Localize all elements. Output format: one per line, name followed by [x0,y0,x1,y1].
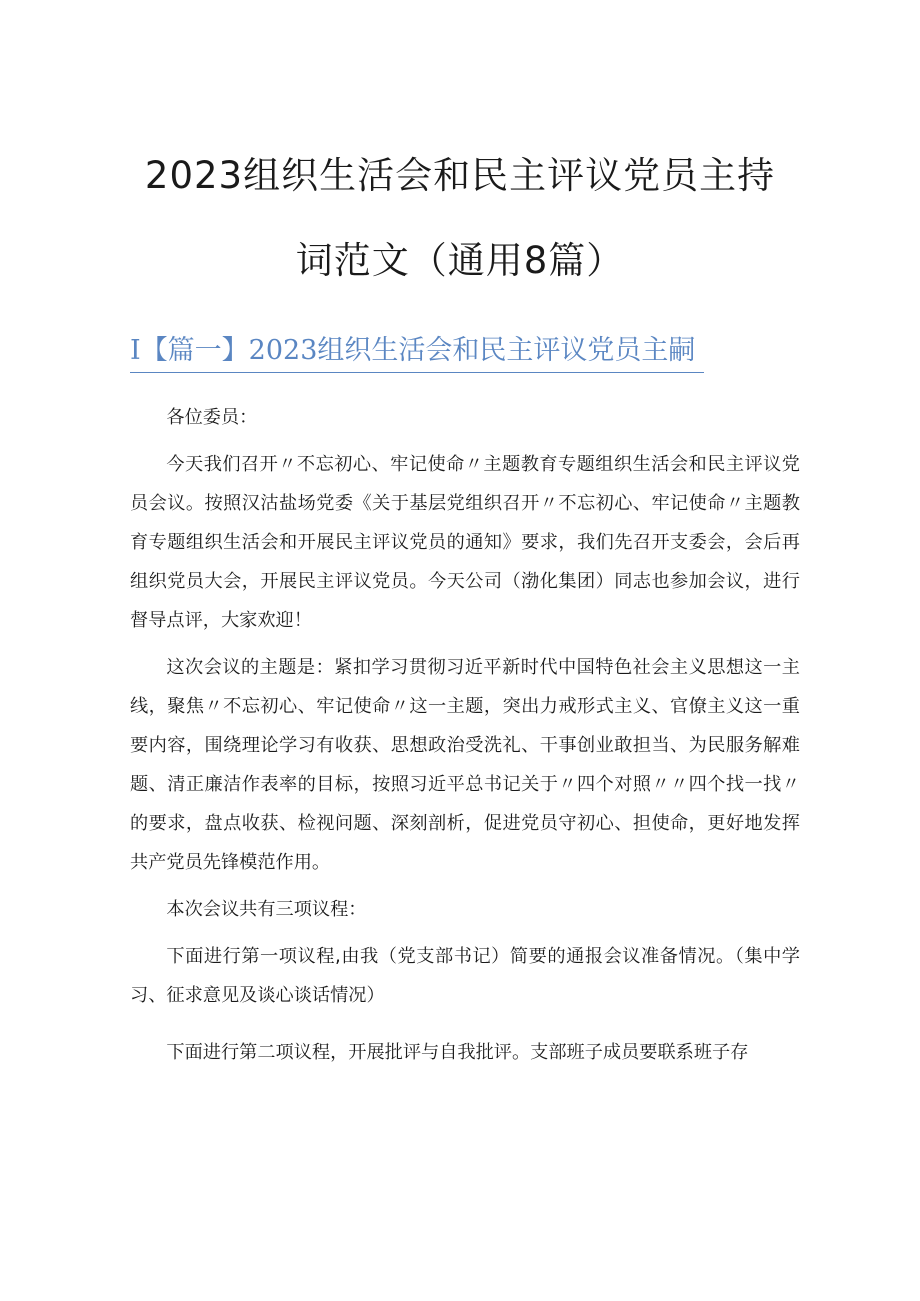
paragraph-agenda-intro: 本次会议共有三项议程： [166,899,367,920]
paragraph-theme: 这次会议的主题是：紧扣学习贯彻习近平新时代中国特色社会主义思想这一主线，聚焦〃不忘初心、牢记使命〃这一主题，突出力戒形式主义、官僚主义这一重要内容，围绕理论学习有收获、思想政治受洗礼、干事创业敢担当、为民服务解难题、清正廉洁作表率的目标，按照习近平总书记关于〃四个对照〃〃四个找一找〃的要求，盘点收获、检视问题、深刻剖析，促进党员守初心、担使命，更好地发挥共产党员先锋模范作用。 [130,657,800,873]
paragraph-agenda-item-1: 下面进行第一项议程,由我（党支部书记）简要的通报会议准备情况。（集中学习、征求意见及谈心谈话情况） [130,946,800,1006]
section-heading-text: I【篇一】2023组织生活会和民主评议党员主嗣 [130,335,696,366]
paragraph-opening: 今天我们召开〃不忘初心、牢记使命〃主题教育专题组织生活会和民主评议党员会议。按照汉沽盐场党委《关于基层党组织召开〃不忘初心、牢记使命〃主题教育专题组织生活会和开展民主评议党员的通知》要求，我们先召开支委会，会后再组织党员大会，开展民主评议党员。今天公司（渤化集团）同志也参加会议，进行督导点评，大家欢迎！ [130,454,800,631]
document-title-line-1: 2023组织生活会和民主评议党员主持 [144,154,776,197]
document-title-line-2: 词范文（通用8篇） [295,239,625,282]
section-heading-underline [130,372,704,373]
paragraph-agenda-item-2: 下面进行第二项议程，开展批评与自我批评。支部班子成员要联系班子存 [166,1042,749,1063]
section-heading-link[interactable] [130,328,770,367]
document-body [130,398,800,1072]
paragraph-salutation: 各位委员： [166,407,258,428]
